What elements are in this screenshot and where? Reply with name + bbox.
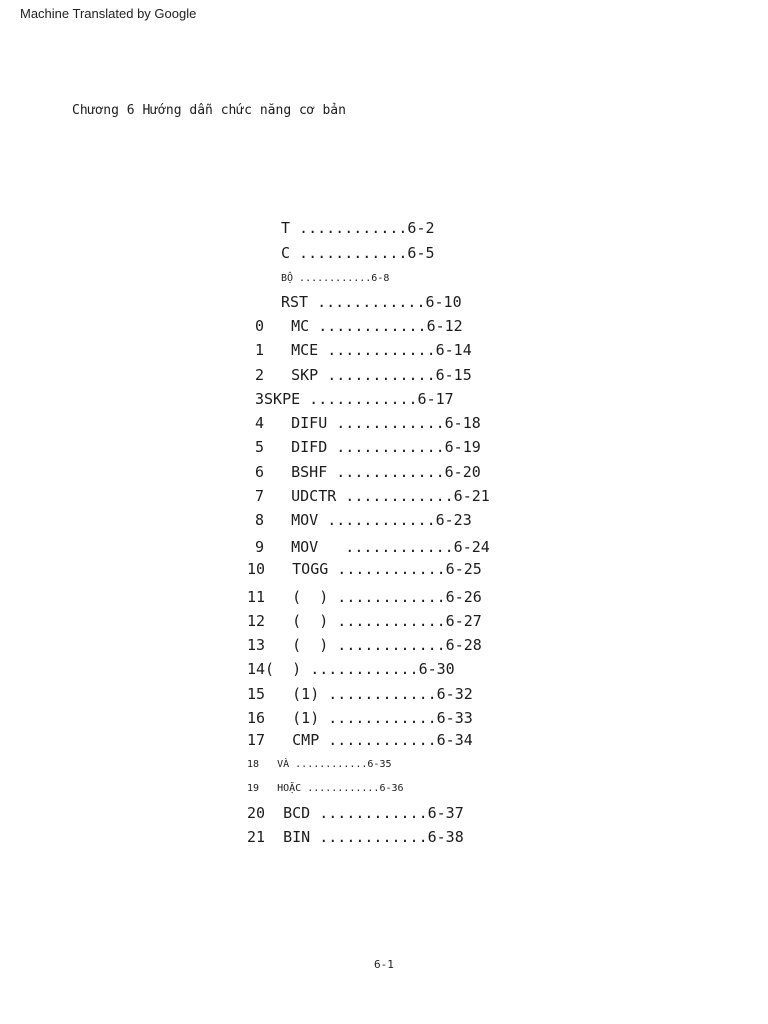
toc-entry-mce: 1 MCE ............6-14	[255, 341, 472, 359]
chapter-title: Chương 6 Hướng dẫn chức năng cơ bản	[72, 103, 346, 118]
toc-entry-hoac: 19 HOẶC ............6-36	[247, 783, 404, 794]
toc-entry-bin: 21 BIN ............6-38	[247, 828, 464, 846]
toc-entry-bcd: 20 BCD ............6-37	[247, 804, 464, 822]
toc-entry-va: 18 VÀ ............6-35	[247, 759, 392, 770]
toc-entry-13: 13 ( ) ............6-28	[247, 636, 482, 654]
toc-entry-11: 11 ( ) ............6-26	[247, 588, 482, 606]
toc-entry-14: 14( ) ............6-30	[247, 660, 455, 678]
toc-entry-skp: 2 SKP ............6-15	[255, 366, 472, 384]
toc-entry-mc: 0 MC ............6-12	[255, 317, 463, 335]
toc-entry-difu: 4 DIFU ............6-18	[255, 414, 481, 432]
toc-entry-mov: 8 MOV ............6-23	[255, 511, 472, 529]
toc-entry-togg: 10 TOGG ............6-25	[247, 560, 482, 578]
toc-entry-c: C ............6-5	[281, 244, 435, 262]
toc-entry-udctr: 7 UDCTR ............6-21	[255, 487, 490, 505]
toc-entry-cmp: 17 CMP ............6-34	[247, 731, 473, 749]
toc-entry-skpe: 3SKPE ............6-17	[255, 390, 454, 408]
translation-banner: Machine Translated by Google	[20, 6, 197, 21]
toc-entry-15: 15 (1) ............6-32	[247, 685, 473, 703]
toc-entry-bshf: 6 BSHF ............6-20	[255, 463, 481, 481]
toc-entry-difd: 5 DIFD ............6-19	[255, 438, 481, 456]
toc-entry-12: 12 ( ) ............6-27	[247, 612, 482, 630]
toc-entry-16: 16 (1) ............6-33	[247, 709, 473, 727]
toc-entry-bo: BỘ ............6-8	[281, 273, 390, 284]
page-number: 6-1	[374, 958, 394, 971]
toc-entry-t: T ............6-2	[281, 219, 435, 237]
toc-entry-rst: RST ............6-10	[281, 293, 462, 311]
toc-entry-mov-2: 9 MOV ............6-24	[255, 538, 490, 556]
